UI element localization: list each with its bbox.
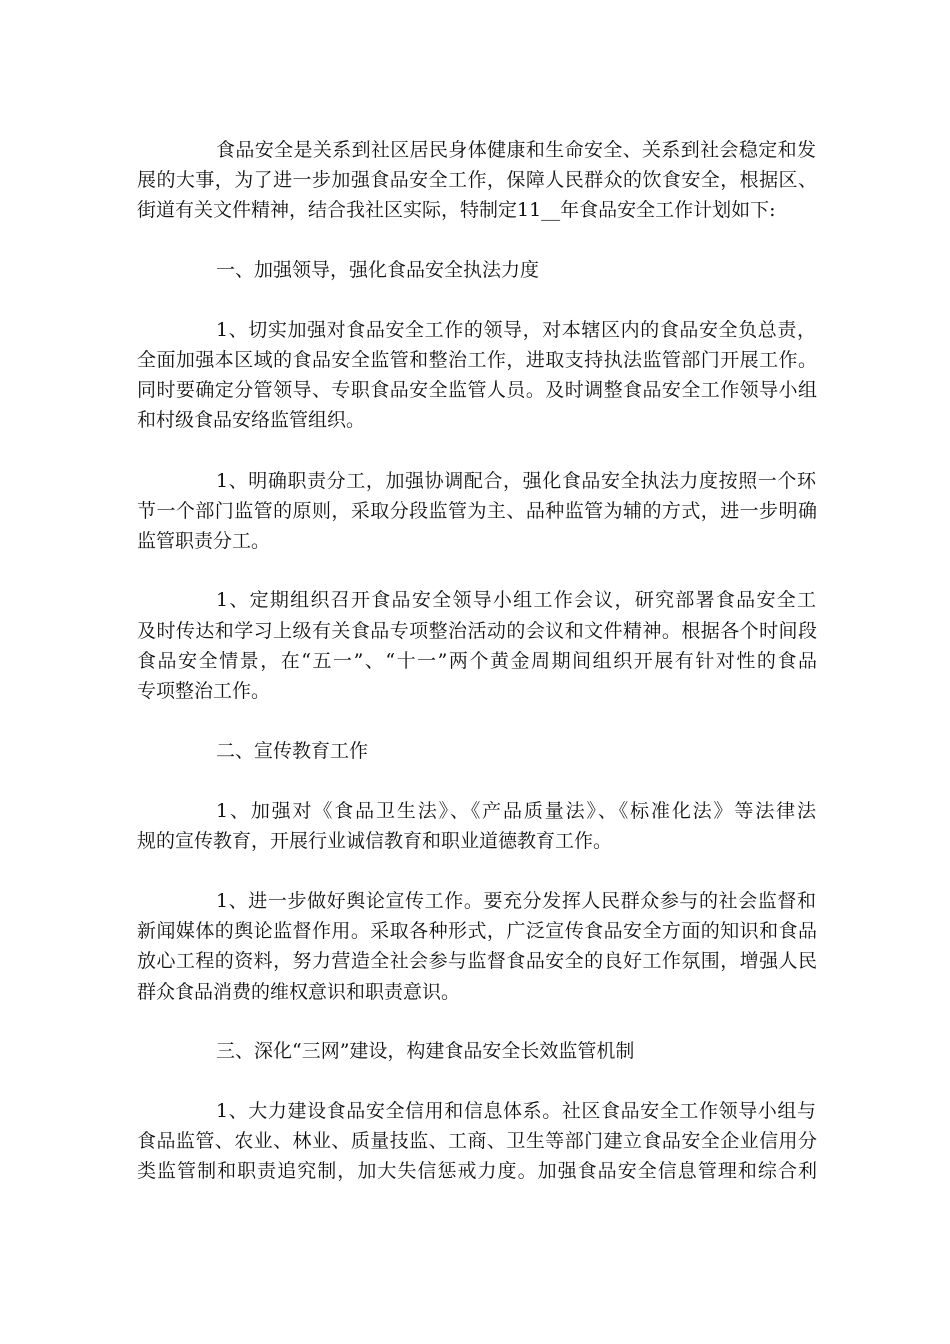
- s2-item1-line-2: 规的宣传教育，开展行业诚信教育和职业道德教育工作。: [137, 830, 613, 852]
- s1-item3-line-1: 1、定期组织召开食品安全领导小组工作会议，研究部署食品安全工: [216, 589, 816, 611]
- intro-line-1: 食品安全是关系到社区居民身体健康和生命安全、关系到社会稳定和发: [216, 139, 816, 161]
- s1-item3-line-2: 及时传达和学习上级有关食品专项整治活动的会议和文件精神。根据各个时间段: [137, 620, 817, 642]
- s1-item2-line-2: 节一个部门监管的原则，采取分段监管为主、品种监管为辅的方式，进一步明确: [137, 500, 817, 522]
- section-heading-2: 二、宣传教育工作: [216, 740, 369, 762]
- section-heading-1: 一、加强领导，强化食品安全执法力度: [216, 259, 540, 281]
- s1-item1-line-3: 同时要确定分管领导、专职食品安全监管人员。及时调整食品安全工作领导小组: [137, 379, 817, 401]
- s2-item1-line-1: 1、加强对《食品卫生法》、《产品质量法》、《标准化法》等法律法: [216, 800, 816, 822]
- intro-line-3: 街道有关文件精神，结合我社区实际，特制定11__年食品安全工作计划如下:: [137, 199, 776, 221]
- s1-item2-line-1: 1、明确职责分工，加强协调配合，强化食品安全执法力度按照一个环: [216, 470, 816, 492]
- s1-item1-line-4: 和村级食品安络监管组织。: [137, 409, 366, 431]
- s2-item2-line-4: 群众食品消费的维权意识和职责意识。: [137, 981, 461, 1003]
- s3-item1-line-2: 食品监管、农业、林业、质量技监、工商、卫生等部门建立食品安全企业信用分: [137, 1130, 817, 1152]
- s2-item2-line-1: 1、进一步做好舆论宣传工作。要充分发挥人民群众参与的社会监督和: [216, 890, 816, 912]
- section-heading-3: 三、深化“三网”建设，构建食品安全长效监管机制: [216, 1040, 635, 1062]
- s3-item1-line-1: 1、大力建设食品安全信用和信息体系。社区食品安全工作领导小组与: [216, 1100, 816, 1122]
- s1-item3-line-3: 食品安全情景，在“五一”、“十一”两个黄金周期间组织开展有针对性的食品: [137, 650, 817, 672]
- s3-item1-line-3: 类监管制和职责追究制，加大失信惩戒力度。加强食品安全信息管理和综合利: [137, 1160, 817, 1182]
- s1-item1-line-1: 1、切实加强对食品安全工作的领导，对本辖区内的食品安全负总责，: [216, 319, 816, 341]
- intro-line-2: 展的大事，为了进一步加强食品安全工作，保障人民群众的饮食安全，根据区、: [137, 169, 817, 191]
- s1-item3-line-4: 专项整治工作。: [137, 680, 271, 702]
- s1-item1-line-2: 全面加强本区域的食品安全监管和整治工作，进取支持执法监管部门开展工作。: [137, 349, 817, 371]
- s1-item2-line-3: 监管职责分工。: [137, 530, 271, 552]
- s2-item2-line-3: 放心工程的资料，努力营造全社会参与监督食品安全的良好工作氛围，增强人民: [137, 950, 817, 972]
- s2-item2-line-2: 新闻媒体的舆论监督作用。采取各种形式，广泛宣传食品安全方面的知识和食品: [137, 920, 817, 942]
